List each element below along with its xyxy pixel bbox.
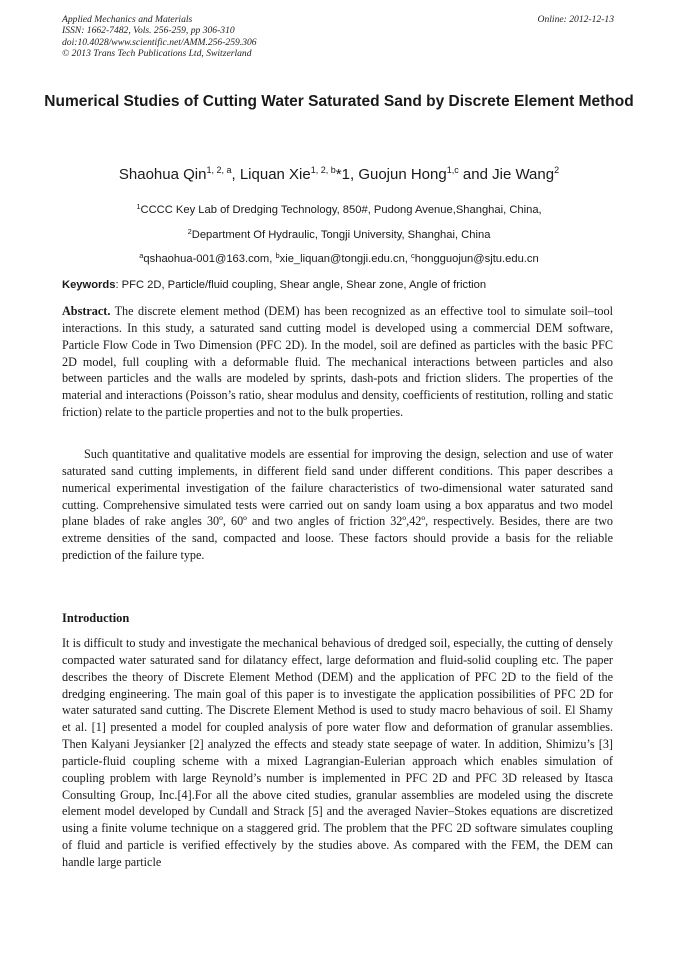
affiliation-sup: 1 xyxy=(136,202,141,211)
email-sup: b xyxy=(275,251,280,260)
issn-line: ISSN: 1662-7482, Vols. 256-259, pp 306-310 xyxy=(62,25,235,37)
author-separator: , xyxy=(231,166,240,183)
author-separator: and xyxy=(458,166,493,183)
affiliation-sup: 2 xyxy=(187,227,192,236)
email-sup: a xyxy=(139,251,144,260)
affiliation-2 xyxy=(40,228,638,242)
email-link[interactable]: qshaohua-001@163.com, xyxy=(143,253,276,265)
introduction-paragraph: It is difficult to study and investigate the mechanical behavious of dredged soil, especially, the cutting of densely compacted water saturated sand for dilatancy effect, large deformation and fluid-solid coupling etc. The paper describes the theory of Discrete Element Method (DEM) and the application of PFC 2D to the field of the dredging engineering. The main goal of this paper is to investigate the application possibilities of PFC 2D for water saturated sand cutting. The Discrete Element Method is used to study macro behavious of soil. El Shamy et al. [1] presented a model for coupled analysis of pore water flow and deformation of granular assemblies. Then Kalyani Jeysianker [2] analyzed the effects and steady state seepage of water. In addition, Shimizu’s [3] particle-fluid coupling scheme with a mixed Lagrangian-Eulerian approach which enables simulation of coupling problem with large Reynold’s number is implemented in PFC 2D and PFC 3D released by Itasca Consulting Group, Inc.[4].For all the above cited studies, granular assemblies are modeled using the discrete element model developed by Cundall and Strack [5] and the averaged Navier–Stokes equations are discretized using a finite volume technique on a staggered grid. The problem that the PFC 2D software simulates coupling of fluid and particle is verified effectively by the studies above. As compared with the FEM, the DEM can handle large particle xyxy=(62,636,613,869)
journal-name: Applied Mechanics and Materials xyxy=(62,14,193,25)
author-name: Guojun Hong xyxy=(358,166,447,183)
keywords-line xyxy=(62,278,618,292)
email-link[interactable]: hongguojun@sjtu.edu.cn xyxy=(414,253,539,265)
doi-line: doi:10.4028/www.scientific.net/AMM.256-259.306 xyxy=(62,36,257,48)
affiliation-1 xyxy=(40,203,638,217)
corresponding-mark: *1 xyxy=(335,166,350,183)
paper-title: Numerical Studies of Cutting Water Saturated Sand by Discrete Element Method xyxy=(44,93,634,110)
author-emails xyxy=(40,252,638,266)
section-heading-introduction: Introduction xyxy=(62,611,130,625)
affiliation-text: CCCC Key Lab of Dredging Technology, 850#, Pudong Avenue,Shanghai, China, xyxy=(140,204,542,216)
abstract-label: Abstract. xyxy=(62,304,111,318)
author-separator: , xyxy=(349,166,359,183)
abstract-paragraph-1 xyxy=(62,303,613,421)
affiliation-text: Department Of Hydraulic, Tongji University, Shanghai, China xyxy=(191,229,491,241)
email-sup: c xyxy=(411,251,415,260)
abstract-text: The discrete element method (DEM) has been recognized as an effective tool to simulate soil–tool interactions. In this study, a saturated sand cutting model is developed using a commercial DEM software, Particle Flow Code in Two Dimension (PFC 2D). In the model, soil are defined as particles with the basic PFC 2D model, full coupling with a deformable fluid. The mechanical interactions between particles and also between particles and the walls are modeled by sprints, dash-pots and friction sliders. The properties of the material and interactions (Poisson’s ratio, shear modulus and density, coefficients of restitution, rolling and static friction) relate to the particle properties and not to the bulk properties. xyxy=(62,304,613,420)
author-name: Jie Wang xyxy=(492,166,555,183)
email-link[interactable]: xie_liquan@tongji.edu.cn, xyxy=(279,253,412,265)
keywords-label: Keywords xyxy=(62,279,116,291)
author-superscript: 1, 2, b xyxy=(310,165,336,175)
author-name: Liquan Xie xyxy=(239,166,311,183)
journal-header xyxy=(62,14,614,60)
author-superscript: 1,c xyxy=(446,165,459,175)
online-date: Online: 2012-12-13 xyxy=(537,14,614,25)
abstract-paragraph-2: Such quantitative and qualitative models are essential for improving the design, selection and use of water saturated sand cutting implements, in different field sand under different conditions. This paper describes a numerical experimental investigation of the failure characteristics of two-dimensional water saturated sand cutting. Comprehensive simulated tests were carried out on sandy loam using a box apparatus and two model plane blades of rake angles 30º, 60º and two angles of friction 32º,42º, respectively. Besides, there are two extreme densities of the sand, compacted and loose. These factors should provide a basis for the reliable prediction of the failure type. xyxy=(62,447,613,563)
author-superscript: 2 xyxy=(554,165,560,175)
keywords-text: : PFC 2D, Particle/fluid coupling, Shear angle, Shear zone, Angle of friction xyxy=(115,279,487,291)
author-superscript: 1, 2, a xyxy=(206,165,232,175)
author-list xyxy=(40,165,638,185)
copyright-line: © 2013 Trans Tech Publications Ltd, Switzerland xyxy=(62,48,252,60)
author-name: Shaohua Qin xyxy=(118,166,207,183)
